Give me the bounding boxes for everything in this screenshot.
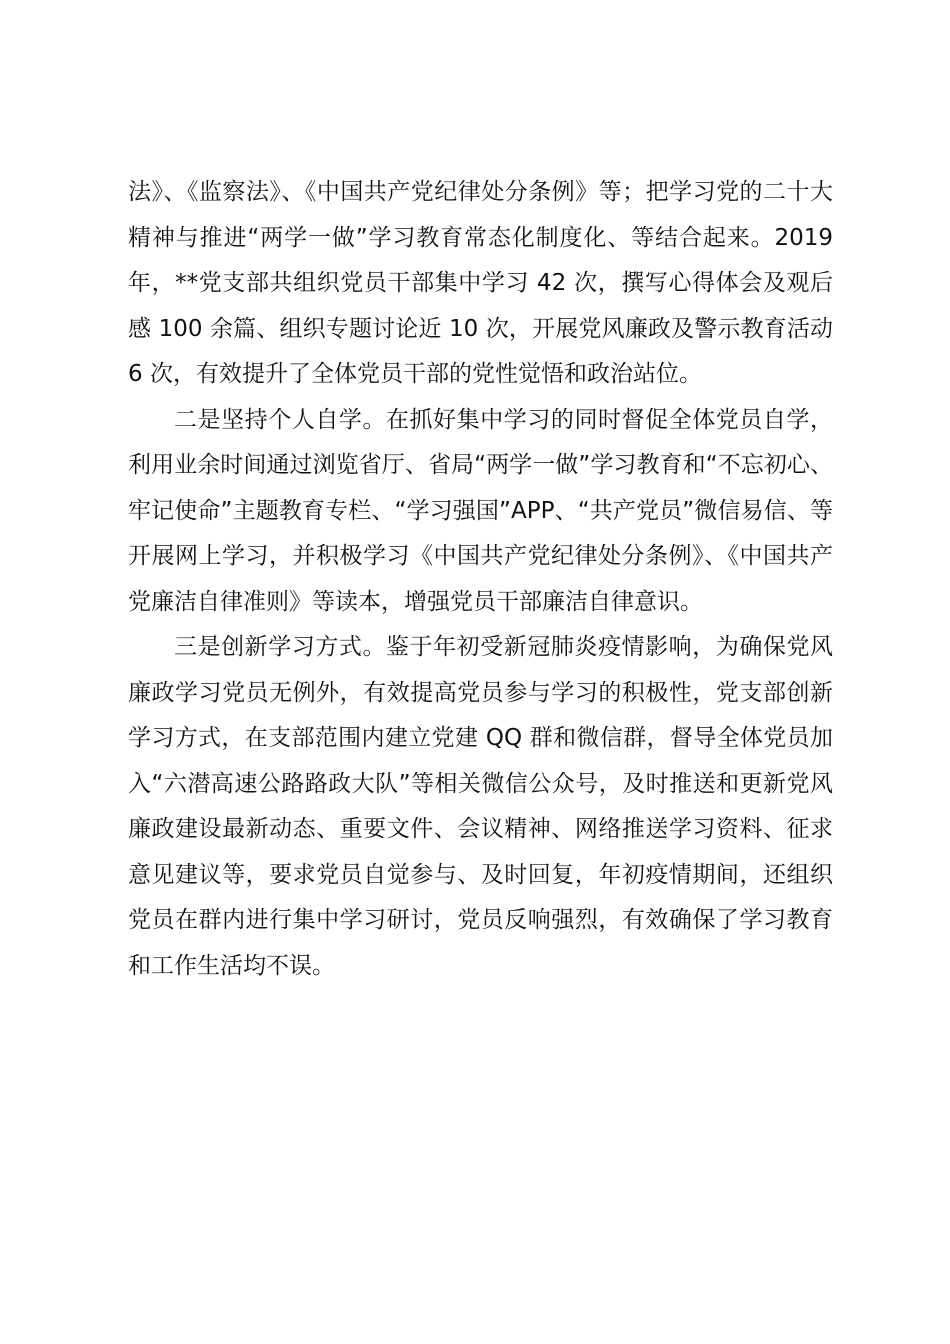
paragraph-self-study: 二是坚持个人自学。在抓好集中学习的同时督促全体党员自学，利用业余时间通过浏览省厅、省局“两学一做”学习教育和“不忘初心、牢记使命”主题教育专栏、“学习强国”APP、“共产党员”微信易信、等开展网上学习，并积极学习《中国共产党纪律处分条例》、《中国共产党廉洁自律准则》等读本，增强党员干部廉洁自律意识。 <box>128 406 833 615</box>
paragraph-innovative-methods: 三是创新学习方式。鉴于年初受新冠肺炎疫情影响，为确保党风廉政学习党员无例外，有效提高党员参与学习的积极性，党支部创新学习方式，在支部范围内建立党建 QQ 群和微信群，督导全体党员加入“六潜高速公路路政大队”等相关微信公众号，及时推送和更新党风廉政建设最新动态、重要文件、会议精神、网络推送学习资料、征求意见建议等，要求党员自觉参与、及时回复，年初疫情期间，还组织党员在群内进行集中学习研讨，党员反响强烈，有效确保了学习教育和工作生活均不误。 <box>128 634 833 979</box>
paragraph-continuation: 法》、《监察法》、《中国共产党纪律处分条例》等；把学习党的二十大精神与推进“两学一做”学习教育常态化制度化、等结合起来。2019 年，**党支部共组织党员干部集中学习 42 次，撰写心得体会及观后感 100 余篇、组织专题讨论近 10 次，开展党风廉政及警示教育活动 6 次，有效提升了全体党员干部的党性觉悟和政治站位。 <box>128 179 833 387</box>
document-body <box>128 170 833 989</box>
